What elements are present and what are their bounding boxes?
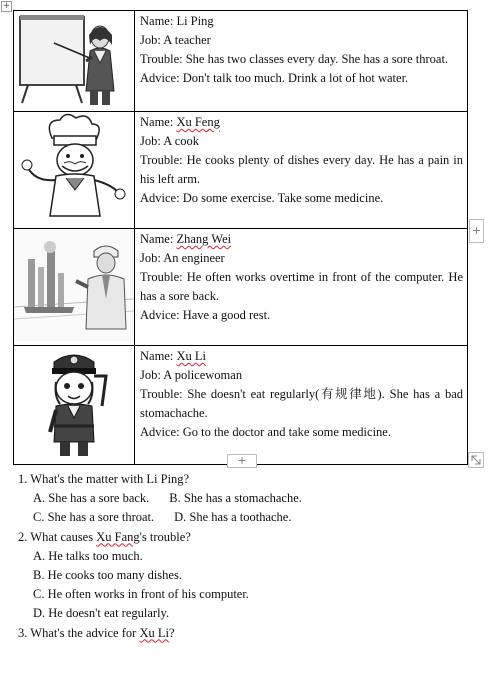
question-name: Xu Li <box>139 625 169 640</box>
advice-line: Advice: Do some exercise. Take some medicine. <box>140 191 384 205</box>
option-c: C. She has a sore throat. <box>33 510 155 525</box>
table-resize-handle[interactable] <box>468 452 484 468</box>
info-cell <box>135 11 468 112</box>
options-row <box>18 489 488 508</box>
advice-line: Advice: Don't talk too much. Drink a lot of hot water. <box>140 71 409 85</box>
option-d: D. He doesn't eat regularly. <box>33 606 170 621</box>
image-cell <box>14 11 135 112</box>
table-row <box>14 11 468 112</box>
advice-line: Advice: Have a good rest. <box>140 308 271 322</box>
question-3: 3. What's the advice for Xu Li? <box>18 625 175 640</box>
name-line: Name: Li Ping <box>140 14 214 28</box>
name-line: Name: Zhang Wei <box>140 232 232 246</box>
table-row <box>14 229 468 346</box>
name-line: Name: Xu Feng <box>140 115 220 129</box>
job-line: Job: A cook <box>140 134 200 148</box>
resize-arrow-icon <box>469 453 483 467</box>
trouble-line: Trouble: He cooks plenty of dishes every day. He has a pain in his left arm. <box>140 153 463 186</box>
name-line: Name: Xu Li <box>140 349 206 363</box>
option-a: A. He talks too much. <box>33 548 143 563</box>
chef-illustration <box>14 112 134 224</box>
trouble-line: Trouble: She doesn't eat regularly(有规律地). She has a bad stomachache. <box>140 387 463 420</box>
table-row <box>14 112 468 229</box>
policewoman-illustration <box>14 346 134 460</box>
trouble-line: Trouble: She has two classes every day. She has a sore throat. <box>140 52 449 66</box>
options-row <box>18 508 488 527</box>
question-1: 1. What's the matter with Li Ping? <box>18 472 190 486</box>
info-cell <box>135 346 468 465</box>
info-cell <box>135 112 468 229</box>
option-b: B. She has a stomachache. <box>169 491 302 506</box>
questions-section <box>18 470 488 643</box>
add-row-button[interactable]: + <box>227 454 257 468</box>
advice-line: Advice: Go to the doctor and take some medicine. <box>140 425 391 439</box>
person-name: Zhang Wei <box>176 232 232 246</box>
person-name: Xu Li <box>176 349 206 363</box>
add-column-button[interactable]: + <box>469 219 484 243</box>
option-b: B. He cooks too many dishes. <box>33 568 182 583</box>
job-line: Job: A policewoman <box>140 368 243 382</box>
option-c: C. He often works in front of his computer. <box>33 587 249 602</box>
person-name: Li Ping <box>176 14 214 28</box>
option-a: A. She has a sore back. <box>33 491 150 506</box>
engineer-illustration <box>14 229 134 341</box>
job-line: Job: An engineer <box>140 251 225 265</box>
option-d: D. She has a toothache. <box>174 510 292 525</box>
question-name: Xu Fang <box>96 529 140 544</box>
teacher-pointer-illustration <box>14 11 134 107</box>
info-table <box>13 10 468 465</box>
trouble-line: Trouble: He often works overtime in front of the computer. He has a sore back. <box>140 270 463 303</box>
person-name: Xu Feng <box>176 115 220 129</box>
image-cell <box>14 229 135 346</box>
question-2: 2. What causes Xu Fang's trouble? <box>18 529 191 544</box>
table-move-handle[interactable]: + <box>2 1 11 11</box>
table-row <box>14 346 468 465</box>
image-cell <box>14 346 135 465</box>
image-cell <box>14 112 135 229</box>
info-cell <box>135 229 468 346</box>
job-line: Job: A teacher <box>140 33 211 47</box>
